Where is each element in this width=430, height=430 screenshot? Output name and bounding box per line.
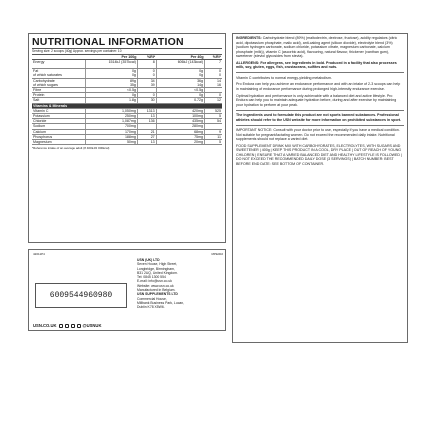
table-row xyxy=(32,69,222,78)
nutrient-value: 27 xyxy=(137,134,156,139)
address-line: Manufactured in Belgium. xyxy=(137,288,176,293)
nutrient-value: 36g 14g xyxy=(156,78,204,87)
nutrient-value: 435mg xyxy=(156,119,204,124)
address-line: USN (UK) LTD xyxy=(137,258,160,262)
address-line: Website: www.usn.co.uk xyxy=(137,283,174,288)
claim-endurance: Pro Endura can help you achieve an endurance performance and with an intake of 2-3 scoops can help in maintaining of endurance performance during prolonged high-intensity endurance exercise. xyxy=(236,82,401,91)
nutrient-value: 0g 0g xyxy=(156,69,204,78)
ingredients-label: INGREDIENTS: xyxy=(236,36,262,40)
ingredients-text xyxy=(236,36,404,59)
nutrient-value: 700mg xyxy=(86,124,138,129)
section-header: Vitamins & Minerals xyxy=(32,103,222,108)
address-line: B31 2UQ, United Kingdom. xyxy=(137,270,178,275)
address-panel xyxy=(28,249,226,331)
nutrient-value: 0g 0g xyxy=(86,69,138,78)
nutrient-value: 75mg xyxy=(156,134,204,139)
nutrient-value: 1,087mg xyxy=(86,119,138,124)
nutrient-value: 8 xyxy=(137,60,156,69)
nutrient-value: 100mg xyxy=(156,114,204,119)
nutrient-value: 11 xyxy=(205,134,222,139)
ingredients-list: Carbohydrate blend (89%) (maltodextrin, dextrose, fructose), acidity regulators (citric acid, dipotassium phosphate, malic acid), anti-caking agent (silicon dioxide), electrolyte blend (3%) (sodium hydrogen carbonate, sodium chloride, potassium citrate, magnesium carbonate, calcium phosphate (milk)), vitamin C (ascorbic acid), flavouring, natural flavour, thickener (xanthan gum), sweetener (steviol glycosides from stevia). xyxy=(236,36,398,58)
nutrient-value: 12 xyxy=(205,98,222,103)
nutrient-value: <0.5g xyxy=(86,88,138,93)
nutrient-value: 1313 xyxy=(137,108,156,113)
code-right: MPE002 xyxy=(211,252,223,256)
nutrient-value: 9 xyxy=(205,129,222,134)
nutrient-value: 13 xyxy=(137,114,156,119)
barcode-number: 6009544960980 xyxy=(49,291,113,300)
nutrient-label: Chloride xyxy=(32,119,86,124)
nutrient-value: 250mg xyxy=(86,114,138,119)
address-line: E-mail: info@usn.co.uk xyxy=(137,279,172,284)
nutrient-value: 5 xyxy=(205,140,222,145)
table-row xyxy=(32,78,222,87)
table-row xyxy=(32,60,222,69)
nutrient-value: 13 xyxy=(137,140,156,145)
batch-codes xyxy=(33,252,223,256)
nutrient-value: 0 xyxy=(205,93,222,98)
divider xyxy=(236,125,404,126)
nutrient-value: 1.8g xyxy=(86,98,138,103)
nutrient-value: 280mg xyxy=(156,124,204,129)
address-line: Seven House, High Street, xyxy=(137,262,178,267)
column-header: %RI* xyxy=(205,55,222,60)
nutrient-value: 606kJ (143kcal) xyxy=(156,60,204,69)
nutrient-label: Protein xyxy=(32,93,86,98)
nutrient-label: Potassium xyxy=(32,114,86,119)
nutrient-value: 170mg xyxy=(86,129,138,134)
nutrient-label: Sodium xyxy=(32,124,86,129)
claim-vitamin-c: Vitamin C contributes to normal energy-yielding metabolism. xyxy=(236,75,332,80)
nutrient-value: 420mg xyxy=(156,108,204,113)
nutrient-label: Energy xyxy=(32,60,86,69)
nutrient-value: 54 xyxy=(205,119,222,124)
tested-notice: The ingredients used to formulate this product are not sports banned substances. Professional athletes should refer to the USN website for more information on prohibited substances in sport. xyxy=(236,113,402,122)
divider xyxy=(236,110,404,111)
nutrient-value: 20mg xyxy=(156,140,204,145)
nutrient-value: 7 xyxy=(205,60,222,69)
nutrient-label: Magnesium xyxy=(32,140,86,145)
nutrient-value: 14 16 xyxy=(205,78,222,87)
column-header: %RI* xyxy=(137,55,156,60)
serving-info: Serving size: 2 scoops (40g) Approx. servings per container: 10 xyxy=(32,49,222,55)
nutrient-value: 0 0 xyxy=(137,69,156,78)
nutrient-value: 1514kJ (357kcal) xyxy=(86,60,138,69)
nutrient-value: 525 xyxy=(205,108,222,113)
reference-footnote: *Reference intake of an average adult (8 400kJ/2 000kcal) xyxy=(32,146,110,151)
storage-notice: FOOD SUPPLEMENT DRINK MIX WITH CARBOHYDRATES, ELECTROLYTES, WITH SUGARS AND SWEETENER | 400g | KEEP THIS PRODUCT IN A COOL, DRY PLACE | OUT OF REACH OF YOUNG CHILDREN | ENSURE THAT A VARIED BALANCED DIET AND HEALTHY LIFESTYLE IS FOLLOWED | DO NOT EXCEED THE RECOMMENDED DAILY DOSE (3 SERVINGS) | BATCH NUMBER: BEST BEFORE END DATE: SEE BOTTOM OF CONTAINER. xyxy=(236,143,402,166)
nutrient-value: 50mg xyxy=(86,140,138,145)
address-line: USN SUPPLEMENTS LTD xyxy=(137,292,178,297)
nutrition-title: NUTRITIONAL INFORMATION xyxy=(32,36,222,49)
address-line: Millbank Business Park, Lucan, xyxy=(137,300,185,305)
nutrient-value: 34 39 xyxy=(137,78,156,87)
twitter-icon xyxy=(71,324,75,328)
nutrient-value: 188mg xyxy=(86,134,138,139)
nutrient-value: 89g 35g xyxy=(86,78,138,87)
nutrient-label: Phosphorus xyxy=(32,134,86,139)
nutrient-label: Carbohydrate of which sugars xyxy=(32,78,86,87)
nutrient-value: 21 xyxy=(137,129,156,134)
nutrient-value: 136 xyxy=(137,119,156,124)
table-row xyxy=(32,140,222,145)
address-line: Tel: 0845 1300 554 xyxy=(137,275,166,280)
nutrient-value: 5 xyxy=(205,114,222,119)
ingredients-panel xyxy=(232,33,408,343)
column-header: Per 100g xyxy=(86,55,138,60)
nutrient-value: 0.72g xyxy=(156,98,204,103)
website-text: USN.CO.UK xyxy=(33,323,57,328)
facebook-icon xyxy=(59,324,63,328)
divider xyxy=(236,72,404,73)
nutrition-panel xyxy=(28,33,226,243)
social-handle: @USNUK xyxy=(82,323,102,328)
nutrient-label: Calcium xyxy=(32,129,86,134)
claim-hydration: Optimal hydration and performance is only achievable with a balanced diet and active lifestyle. Pro Endura can help you to maintain adequate hydration before, during and after exercise by maintaining your hydration to perform at your peak. xyxy=(236,93,397,107)
nutrient-value: 0g xyxy=(156,93,204,98)
nutrient-value: 1,050mg xyxy=(86,108,138,113)
address-line: Longbridge, Birmingham, xyxy=(137,266,175,271)
social-links xyxy=(33,323,101,328)
code-left: 42011P4 xyxy=(33,252,45,256)
allergens-text: ALLERGENS: For allergens, see ingredients in bold. Produced in a facility that also processes milk, soy, gluten, eggs, fish, crustaceans, sulfites and nuts. xyxy=(236,60,397,70)
nutrient-label: Fibre xyxy=(32,88,86,93)
nutrient-label: Salt xyxy=(32,98,86,103)
address-line: Commercial House, xyxy=(137,296,167,301)
nutrient-label: Fat of which saturates xyxy=(32,69,86,78)
nutrient-label: Vitamin C xyxy=(32,108,86,113)
important-notice: IMPORTANT NOTICE: Consult with your doctor prior to use, especially if you have a medical condition. Not suitable for pregnant/lactating women. Do not exceed the recommended daily intake. Nutritional supplements should not replace a varied diet. xyxy=(236,128,400,142)
address-line: Dublin K78 X5W6. xyxy=(137,305,165,310)
nutrient-value: <0.5g xyxy=(156,88,204,93)
column-header: Per 40g xyxy=(156,55,204,60)
nutrient-value: 0g xyxy=(86,93,138,98)
youtube-icon xyxy=(77,324,81,328)
barcode xyxy=(35,283,127,308)
nutrient-value: 68mg xyxy=(156,129,204,134)
nutrition-table xyxy=(32,55,222,145)
nutrient-value: 30 xyxy=(137,98,156,103)
instagram-icon xyxy=(65,324,69,328)
nutrient-value: 0 0 xyxy=(205,69,222,78)
nutrient-value: 0 xyxy=(137,93,156,98)
company-address xyxy=(137,258,223,310)
